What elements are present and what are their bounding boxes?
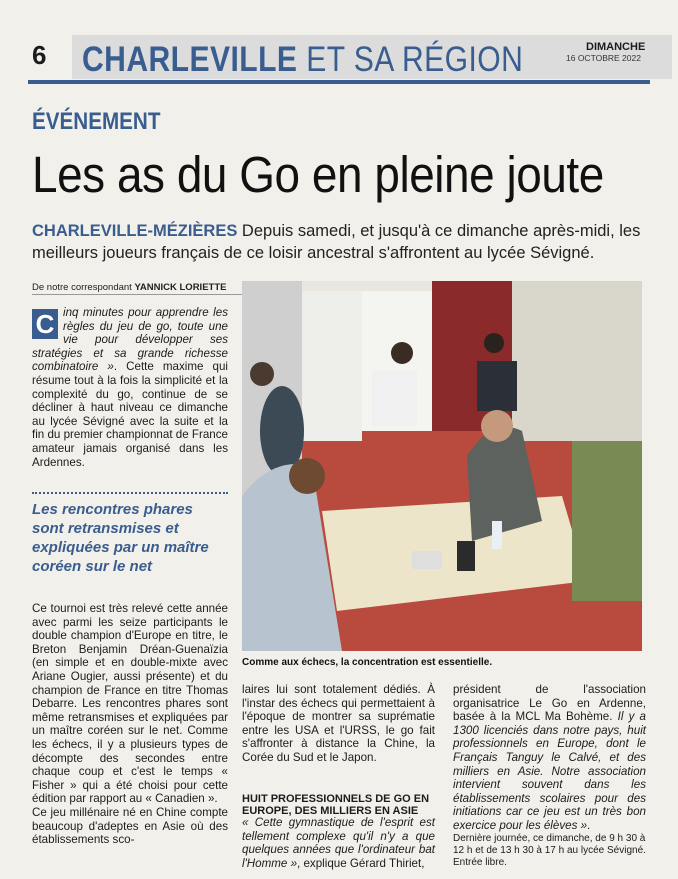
highlight-rule — [32, 492, 228, 494]
column-2-body: laires lui sont totalement dédiés. À l'instar des échecs qui permettaient à l'époque de montrer sa suprématie entre les USA et l'URSS, le go fait s'affronter à distance la Chine, la Corée du Sud et le Japon. — [242, 683, 435, 764]
lead-text: . Cette maxime qui résume tout à la fois la simplicité et la complexité du go, continue de se décliner à haut niveau ce dimanche au lycée Sévigné avec la suite et la fin du premier championnat de France amateur jamais organisé dans les Ardennes. — [32, 360, 228, 469]
article-headline: Les as du Go en pleine joute — [32, 146, 604, 203]
quote-attribution: , explique Gérard Thiriet, — [297, 856, 425, 870]
photo-caption: Comme aux échecs, la concentration est essentielle. — [242, 657, 493, 668]
section-title-rest: ET SA RÉGION — [297, 40, 524, 79]
paragraph — [453, 683, 646, 833]
article-kicker: ÉVÉNEMENT — [32, 108, 161, 135]
quote-text: « Cette gymnastique de l'esprit est tellement complexe qu'il n'y a que quelques années que l'ordinateur bat l'Homme » — [242, 816, 435, 870]
lead-paragraph — [32, 306, 228, 469]
column-2-quote-paragraph — [242, 816, 435, 870]
section-title — [82, 40, 523, 80]
paragraph: Ce tournoi est très relevé cette année avec parmi les seize participants le double champion d'Europe en titre, le Breton Benjamin Dréan-Guenaïzia (en simple et en double-mixte avec Ariane Ougier, aussi présente) et du champion de France en titre Thomas Debarre. Les rencontres phares sont même retransmises et expliquées par un maître coréen sur le net. Comme les échecs, il y a plusieurs types de décompte des secondes entre chaque coup et c'est le temps « Fisher » qui a été choisi pour cette édition par rapport au « Canadien ». — [32, 602, 228, 806]
paragraph-end: . — [587, 818, 591, 832]
byline-name: YANNICK LORIETTE — [134, 282, 227, 293]
dateline-city: CHARLEVILLE-MÉZIÈRES — [32, 222, 238, 240]
article-standfirst — [32, 220, 642, 264]
column-3-body — [453, 683, 646, 870]
paragraph: Ce jeu millénaire né en Chine compte beaucoup d'adeptes en Asie où des établissements sco- — [32, 805, 228, 847]
pull-quote: Les rencontres phares sont retransmises et expliquées par un maître coréen sur le net — [32, 501, 209, 575]
issue-day: DIMANCHE — [586, 41, 646, 53]
header-rule — [28, 80, 650, 84]
page-number: 6 — [32, 40, 47, 70]
article-photo — [242, 281, 642, 651]
section-title-city: CHARLEVILLE — [82, 40, 298, 79]
subheading: HUIT PROFESSIONNELS DE GO EN EUROPE, DES MILLIERS EN ASIE — [242, 793, 430, 817]
byline-prefix: De notre correspondant — [32, 282, 135, 293]
paragraph-text: président de l'association organisatrice Le Go en Ardenne, basée à la MCL Ma Bohème. — [453, 683, 646, 724]
quote-text: Il y a 1300 licenciés dans notre pays, huit professionnels en Europe, dont le Français Tanguy le Calvé, et des milliers en Asie. Notre association intervient souvent dans les établissements scolaires pour des initiations car ce jeu est un très bon exercice pour les élèves » — [453, 710, 646, 832]
column-1-body — [32, 602, 228, 847]
standfirst-text: Depuis samedi, et jusqu'à ce dimanche après-midi, les meilleurs joueurs français de ce loisir ancestral s'affrontent au lycée Sévigné. — [32, 222, 641, 262]
event-info: Dernière journée, ce dimanche, de 9 h 30 à 12 h et de 13 h 30 à 17 h au lycée Sévigné. Entrée libre. — [453, 832, 646, 869]
lead-quote: inq minutes pour apprendre les règles du jeu de go, toute une vie pour développer ses stratégies et sa grande richesse combinatoire » — [32, 306, 228, 374]
issue-date: 16 OCTOBRE 2022 — [566, 53, 641, 63]
byline — [32, 282, 226, 293]
drop-cap: C — [32, 309, 58, 339]
